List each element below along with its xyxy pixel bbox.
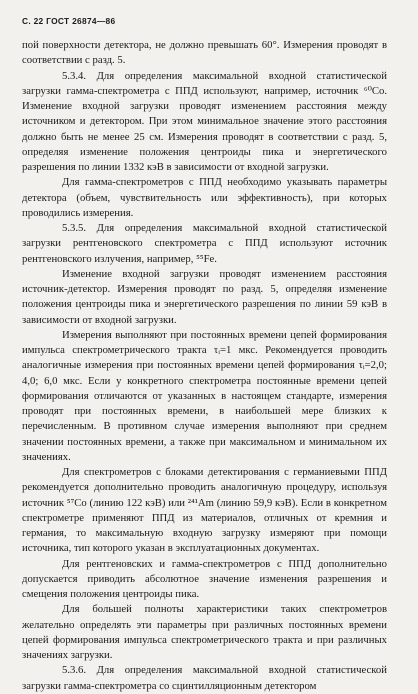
paragraph: Для рентгеновских и гамма-спектрометров с ППД дополнительно допускается приводить абсолютное значение изменения разрешения и смещения положения центроиды пика. (22, 557, 387, 600)
paragraph: Для большей полноты характеристики таких спектрометров желательно определять эти параметры при различных постоянных времени цепей формирования импульса спектрометрического тракта и при различных значениях загрузки. (22, 603, 387, 661)
paragraph: 5.3.6. Для определения максимальной входной статистической загрузки гамма-спектрометра со сцинтилляционным детектором (22, 664, 387, 692)
paragraph: Изменение входной загрузки проводят изменением расстояния источник-детектор. Измерения проводят по разд. 5, определяя изменение положения центроиды пика и энергетического разрешения по линии 59 кэВ в зависимости от входной загрузки. (22, 267, 387, 326)
paragraph: 5.3.5. Для определения максимальной входной статистической загрузки рентгеновского спектрометра с ППД используют источник рентгеновского излучения, например, ⁵⁵Fe. (22, 222, 387, 265)
paragraph: пой поверхности детектора, не должно превышать 60°. Измерения проводят в соответствии с разд. 5. (22, 39, 387, 67)
body-text (22, 38, 387, 694)
paragraph: 5.3.4. Для определения максимальной входной статистической загрузки гамма-спектрометра с ППД используют, например, источник ⁶⁰Co. Изменение входной загрузки проводят изменением расстояния между источником и детектором. При этом минимальное значение этого расстояния должно быть не менее 25 см. Измерения проводят в соответствии с разд. 5, определяя изменение положения центроиды пика и энергетического разрешения по линии 1332 кэВ в зависимости от входной загрузки. (22, 69, 387, 173)
paragraph: Для гамма-спектрометров с ППД необходимо указывать параметры детектора (объем, чувствительность или эффективность), при которых проводились измерения. (22, 176, 387, 219)
page-header: С. 22 ГОСТ 26874—86 (22, 16, 116, 26)
paragraph: Для спектрометров с блоками детектирования с германиевыми ППД рекомендуется дополнительно проводить аналогичную процедуру, используя источник ⁵⁷Co (линию 122 кэВ) или ²⁴¹Am (линию 59,9 кэВ). Если в конкретном спектрометре применяют ППД из материалов, отличных от кремния и германия, то максимальную входную загрузку измеряют при помощи источника, тип которого указан в эксплуатационных документах. (22, 466, 387, 555)
paragraph: Измерения выполняют при постоянных времени цепей формирования импульса спектрометрического тракта τᵢ=1 мкс. Рекомендуется проводить аналогичные измерения при постоянных времени цепей формирования τᵢ=2,0; 4,0; 6,0 мкс. Если у конкретного спектрометра постоянные времени цепей формирования отличаются от указанных в настоящем стандарте, измерения проводят при постоянных времени, в наибольшей мере близких к перечисленным. В противном случае измерения выполняют при среднем значении постоянных времени, а также при максимальном и минимальном их значениях. (22, 328, 387, 463)
